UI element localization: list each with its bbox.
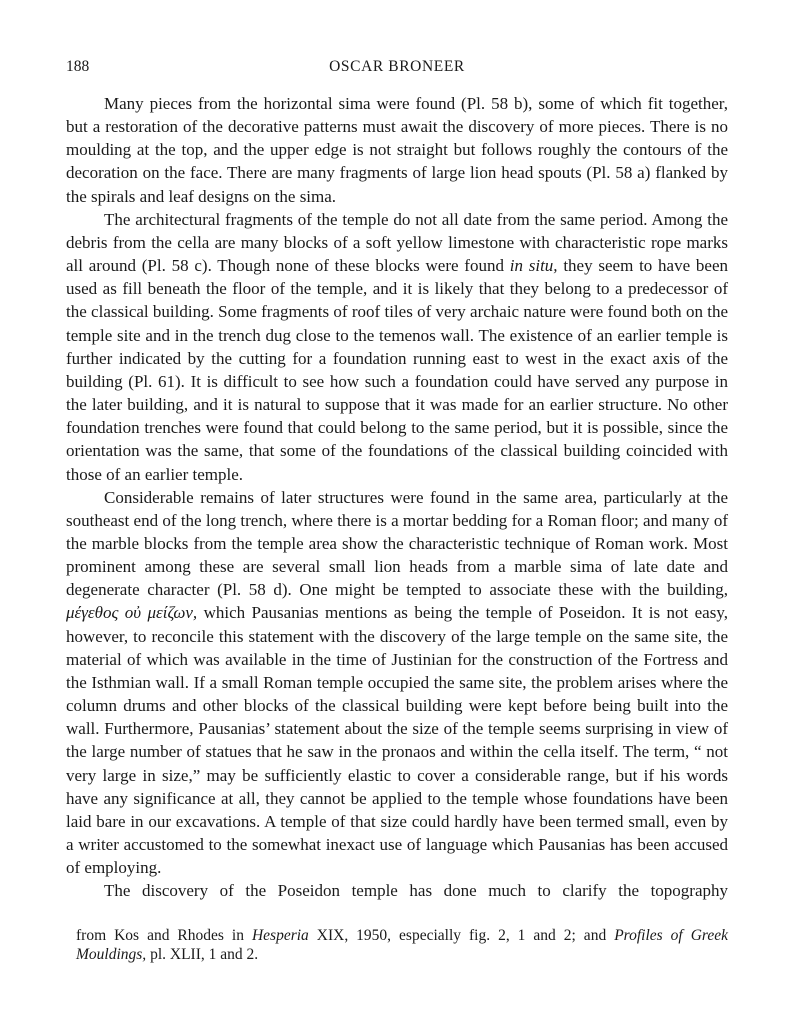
paragraph-later-structures bbox=[66, 486, 728, 880]
paragraph-text: which Pausanias mentions as being the temple of Poseidon. It is not easy, however, to reconcile this statement with the discovery of the large temple on the same site, the material of which was available in the time of Justinian for the construction of the Fortress and the Isthmian wall. If a small Roman temple occupied the same site, the problem arises where the column drums and other blocks of the classical building were kept before being built into the wall. Furthermore, Pausanias’ statement about the size of the temple seems surprising in view of the large number of statues that he saw in the pronaos and within the cella itself. The term, “ not very large in size,” may be sufficiently elastic to cover a considerable range, but if his words have any significance at all, they cannot be applied to the temple whose foundations have been laid bare in our excavations. A temple of that size could hardly have been termed small, even by a writer accustomed to the somewhat inexact use of language which Pausanias has been accused of employing. bbox=[66, 603, 728, 878]
book-title: Profiles of Greek Mouldings, bbox=[76, 927, 729, 963]
footnote bbox=[76, 926, 728, 964]
footnote-text: XIX, 1950, especially fig. 2, 1 and 2; and bbox=[308, 927, 615, 944]
paragraph-text: Considerable remains of later structures were found in the same area, particularly at the southeast end of the long trench, where there is a mortar bedding for a Roman floor; and many of the marble blocks from the temple area show the characteristic technique of Roman work. Most prominent among these are several small lion heads from a marble sima of late date and degenerate character (Pl. 58 d). One might be tempted to associate these with the building, bbox=[66, 487, 728, 600]
page-number: 188 bbox=[66, 58, 90, 75]
journal-title: Hesperia bbox=[251, 927, 309, 944]
paragraph-poseidon-temple: The discovery of the Poseidon temple has done much to clarify the topography bbox=[104, 881, 728, 901]
italic-phrase: in situ, bbox=[509, 256, 558, 276]
greek-quotation: μέγεθος οὐ μείζων, bbox=[66, 603, 198, 623]
footnote-text: pl. XLII, 1 and 2. bbox=[146, 946, 259, 963]
footnote-text: from Kos and Rhodes in bbox=[76, 927, 252, 944]
paragraph-architectural-fragments bbox=[66, 208, 728, 486]
page-header bbox=[66, 58, 728, 80]
paragraph-text: The architectural fragments of the temple do not all date from the same period. Among the debris from the cella are many blocks of a soft yellow limestone with characteristic rope marks all around (Pl. 58 c). Though none of these blocks were found bbox=[66, 209, 728, 276]
paragraph-text: they seem to have been used as fill beneath the floor of the temple, and it is likely that they belong to a predecessor of the classical building. Some fragments of roof tiles of very archaic nature were found both on the temple site and in the trench dug close to the temenos wall. The existence of an earlier temple is further indicated by the cutting for a foundation running east to west in the exact axis of the building (Pl. 61). It is difficult to see how such a foundation could have served any purpose in the later building, and it is natural to suppose that it was made for an earlier structure. No other foundation trenches were found that could belong to the same period, but it is possible, since the orientation was the same, that some of the foundations of the classical building coincided with those of an earlier temple. bbox=[66, 256, 729, 484]
main-text bbox=[66, 92, 728, 902]
running-head: OSCAR BRONEER bbox=[329, 58, 465, 75]
paragraph-sima: Many pieces from the horizontal sima were found (Pl. 58 b), some of which fit together, but a restoration of the decorative patterns must await the discovery of more pieces. There is no moulding at the top, and the upper edge is not straight but follows roughly the contours of the decoration on the face. There are many fragments of large lion head spouts (Pl. 58 a) flanked by the spirals and leaf designs on the sima. bbox=[66, 94, 728, 206]
